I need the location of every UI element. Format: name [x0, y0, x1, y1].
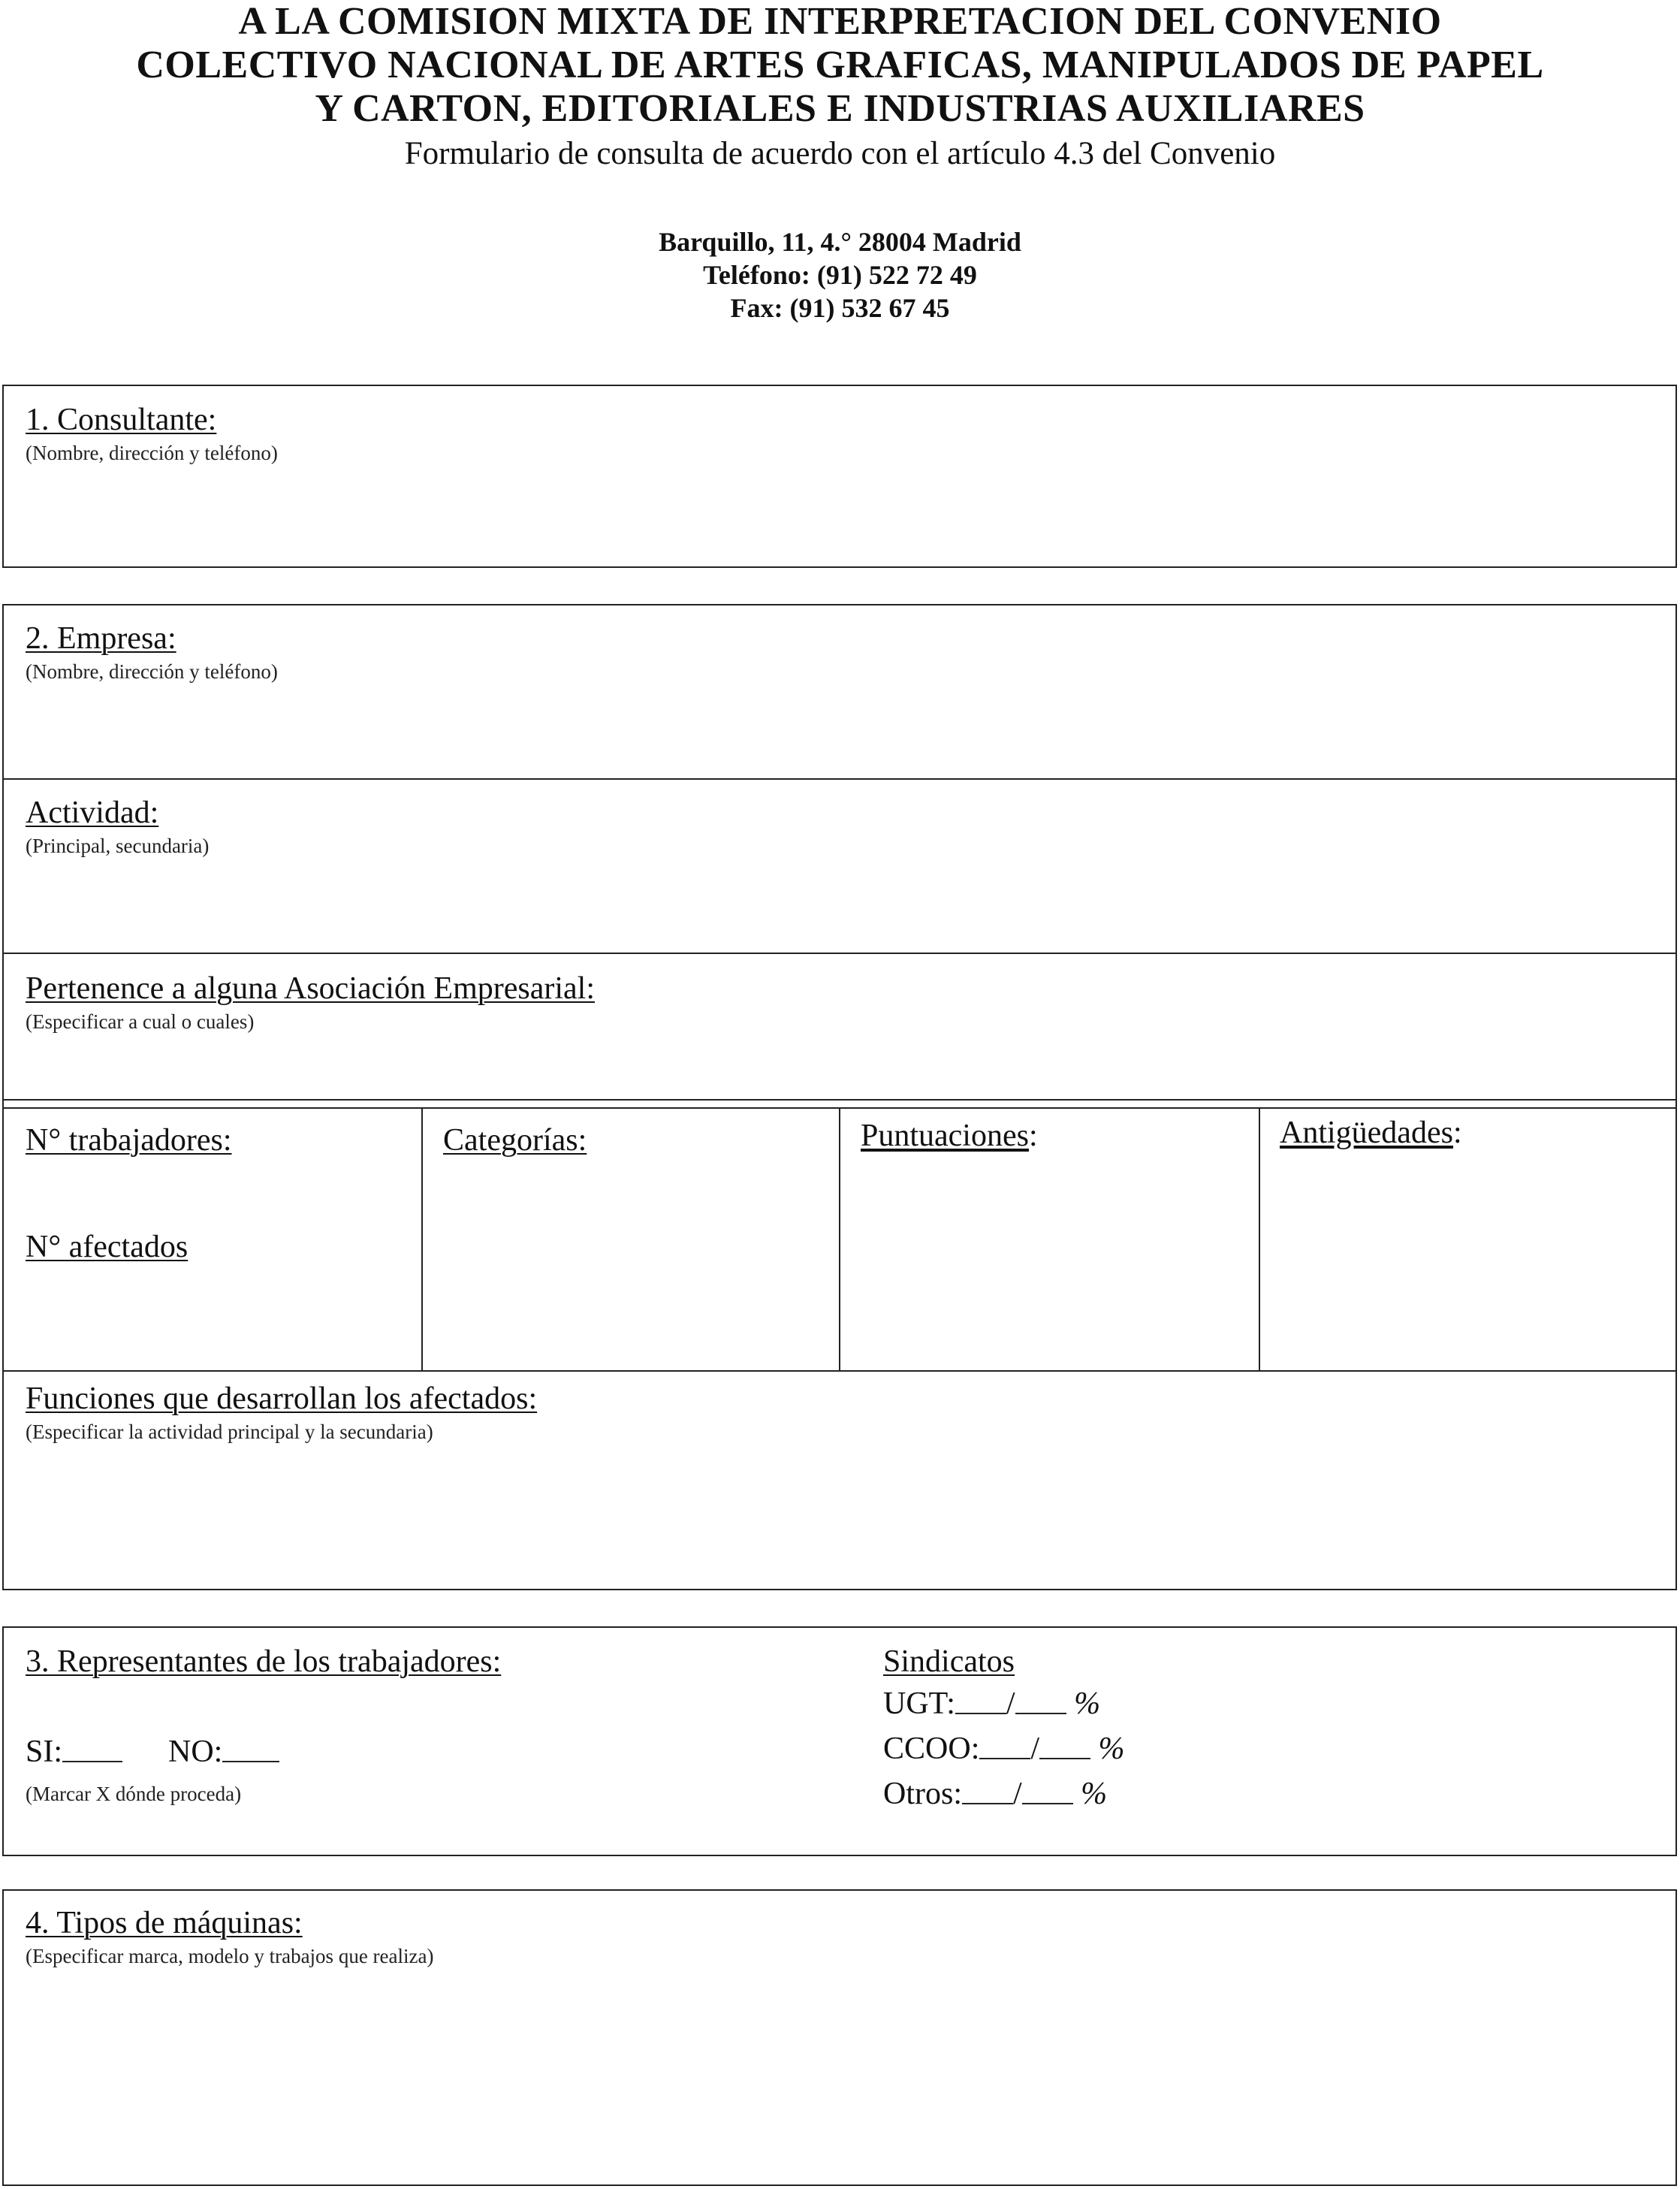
- actividad-label: Actividad:: [26, 796, 159, 830]
- otros-field-1[interactable]: [962, 1783, 1013, 1810]
- puntuaciones-label: Puntuaciones:: [861, 1119, 1038, 1153]
- title-line-3: Y CARTON, EDITORIALES E INDUSTRIAS AUXILIARES: [315, 87, 1365, 130]
- title-line-2: COLECTIVO NACIONAL DE ARTES GRAFICAS, MANIPULADOS DE PAPEL: [136, 44, 1544, 86]
- address: Barquillo, 11, 4.° 28004 Madrid: [659, 227, 1021, 257]
- ugt-percent: %: [1074, 1686, 1101, 1721]
- categorias-label: Categorías:: [443, 1123, 587, 1158]
- asociacion-field[interactable]: [23, 1037, 1660, 1095]
- otros-row: [883, 1776, 1107, 1812]
- categorias-field[interactable]: [432, 1164, 830, 1363]
- otros-field-2[interactable]: [1022, 1783, 1073, 1810]
- divider-actividad: [2, 778, 1677, 780]
- asociacion-label: Pertenence a alguna Asociación Empresarial:: [26, 971, 596, 1006]
- ugt-field-1[interactable]: [955, 1692, 1006, 1719]
- grid-col-divider-1: [421, 1107, 423, 1372]
- ccoo-percent: %: [1098, 1732, 1125, 1766]
- sindicatos-label: Sindicatos: [883, 1644, 1015, 1679]
- consultante-label: 1. Consultante:: [26, 403, 217, 437]
- divider-asociacion: [2, 953, 1677, 954]
- maquinas-hint: (Especificar marca, modelo y trabajos que realiza): [26, 1945, 434, 1967]
- trabajadores-field[interactable]: [23, 1163, 406, 1208]
- phone: Teléfono: (91) 522 72 49: [703, 260, 977, 290]
- consultante-field[interactable]: [23, 470, 1660, 560]
- funciones-label: Funciones que desarrollan los afectados:: [26, 1381, 538, 1416]
- ugt-separator: /: [1006, 1686, 1015, 1721]
- ugt-field-2[interactable]: [1015, 1692, 1066, 1719]
- ugt-label: UGT:: [883, 1686, 955, 1721]
- grid-col-divider-3: [1259, 1107, 1260, 1372]
- si-label: SI:: [26, 1735, 63, 1769]
- actividad-field[interactable]: [23, 862, 1660, 949]
- title-line-1: A LA COMISION MIXTA DE INTERPRETACION DEL CONVENIO: [238, 0, 1442, 43]
- otros-separator: /: [1013, 1777, 1022, 1811]
- trabajadores-label: N° trabajadores:: [26, 1123, 232, 1158]
- divider-grid-top: [2, 1099, 1677, 1101]
- empresa-label: 2. Empresa:: [26, 621, 176, 656]
- antiguedades-label: Antigüedades:: [1280, 1116, 1462, 1150]
- funciones-field[interactable]: [23, 1448, 1660, 1576]
- funciones-hint: (Especificar la actividad principal y la secundaria): [26, 1421, 433, 1443]
- grid-col-divider-2: [839, 1107, 840, 1372]
- actividad-hint: (Principal, secundaria): [26, 835, 210, 857]
- form-subtitle: Formulario de consulta de acuerdo con el artículo 4.3 del Convenio: [404, 136, 1276, 171]
- ccoo-row: [883, 1731, 1125, 1767]
- ccoo-field-2[interactable]: [1039, 1738, 1090, 1765]
- antiguedades-field[interactable]: [1269, 1164, 1667, 1363]
- representantes-label: 3. Representantes de los trabajadores:: [26, 1644, 502, 1679]
- form-title: [0, 0, 1680, 131]
- otros-label: Otros:: [883, 1777, 962, 1811]
- maquinas-field[interactable]: [23, 1973, 1660, 2175]
- empresa-field[interactable]: [23, 687, 1660, 777]
- ugt-row: [883, 1686, 1100, 1722]
- otros-percent: %: [1081, 1777, 1108, 1811]
- fax: Fax: (91) 532 67 45: [730, 293, 950, 323]
- ccoo-field-1[interactable]: [979, 1738, 1030, 1765]
- si-no-row: [26, 1734, 279, 1770]
- afectados-label: N° afectados: [26, 1230, 189, 1264]
- ccoo-label: CCOO:: [883, 1732, 980, 1766]
- no-checkbox-field[interactable]: [222, 1741, 279, 1768]
- marcar-hint: (Marcar X dónde proceda): [26, 1783, 242, 1805]
- divider-funciones: [2, 1370, 1677, 1372]
- asociacion-hint: (Especificar a cual o cuales): [26, 1010, 255, 1033]
- si-checkbox-field[interactable]: [62, 1741, 122, 1768]
- empresa-hint: (Nombre, dirección y teléfono): [26, 660, 278, 683]
- consultante-hint: (Nombre, dirección y teléfono): [26, 442, 278, 464]
- no-label: NO:: [168, 1735, 223, 1769]
- maquinas-label: 4. Tipos de máquinas:: [26, 1906, 303, 1940]
- contact-block: [0, 225, 1680, 325]
- ccoo-separator: /: [1030, 1732, 1040, 1766]
- afectados-field[interactable]: [23, 1271, 406, 1316]
- puntuaciones-field[interactable]: [849, 1164, 1247, 1363]
